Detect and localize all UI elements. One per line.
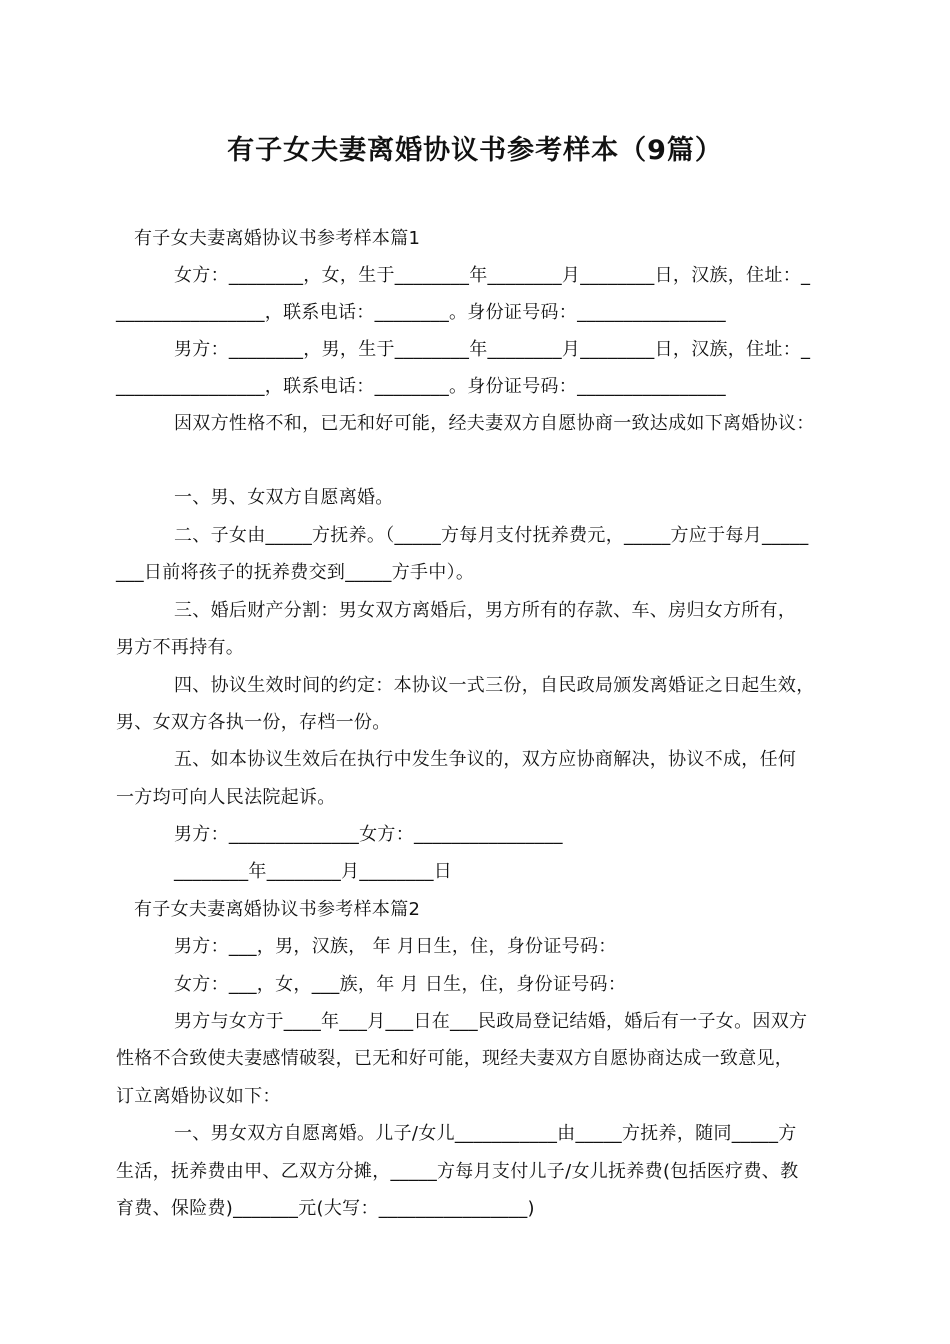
paragraph-line: 性格不合致使夫妻感情破裂，已无和好可能，现经夫妻双方自愿协商达成一致意见， <box>116 1048 794 1069</box>
clause-line: 五、如本协议生效后在执行中发生争议的，双方应协商解决，协议不成，任何 <box>174 749 797 770</box>
date-line: ________年________月________日 <box>174 861 453 882</box>
paragraph-line: 女方：________，女，生于________年________月________日，汉族，住址：_ <box>174 265 811 286</box>
clause-line: ___日前将孩子的抚养费交到_____方手中）。 <box>116 562 475 583</box>
clause-line: 一、男女双方自愿离婚。儿子/女儿___________由_____方抚养，随同_____方 <box>174 1123 797 1144</box>
paragraph-line: ________________，联系电话：________。身份证号码：________________ <box>116 376 726 397</box>
clause-line: 育费、保险费)_______元(大写：________________) <box>116 1198 535 1219</box>
paragraph-line: 订立离婚协议如下： <box>116 1086 281 1107</box>
paragraph-line: 因双方性格不和，已无和好可能，经夫妻双方自愿协商一致达成如下离婚协议： <box>174 413 815 434</box>
clause-line: 男、女双方各执一份，存档一份。 <box>116 712 391 733</box>
signature-line: 男方：______________女方：________________ <box>174 824 563 845</box>
paragraph-line: 女方：___，女，___族，年 月 日生，住，身份证号码： <box>174 974 627 995</box>
clause-line: 二、子女由_____方抚养。（_____方每月支付抚养费元，_____方应于每月_____ <box>174 525 809 546</box>
document-title: 有子女夫妻离婚协议书参考样本（9篇） <box>227 135 723 166</box>
paragraph-line: 男方：________，男，生于________年________月________日，汉族，住址：_ <box>174 339 811 360</box>
clause-line: 男方不再持有。 <box>116 637 245 658</box>
paragraph-line: 男方：___，男，汉族， 年 月日生，住，身份证号码： <box>174 936 617 957</box>
clause-line: 生活，抚养费由甲、乙双方分摊，_____方每月支付儿子/女儿抚养费(包括医疗费、教 <box>116 1161 799 1182</box>
paragraph-line: ________________，联系电话：________。身份证号码：________________ <box>116 302 726 323</box>
clause-line: 三、婚后财产分割：男女双方离婚后，男方所有的存款、车、房归女方所有， <box>174 600 797 621</box>
section-heading-1: 有子女夫妻离婚协议书参考样本篇1 <box>134 228 421 249</box>
clause-line: 一方均可向人民法院起诉。 <box>116 787 336 808</box>
paragraph-line: 男方与女方于____年___月___日在___民政局登记结婚，婚后有一子女。因双方 <box>174 1011 808 1032</box>
section-heading-2: 有子女夫妻离婚协议书参考样本篇2 <box>134 899 421 920</box>
clause-line: 四、协议生效时间的约定：本协议一式三份，自民政局颁发离婚证之日起生效， <box>174 675 815 696</box>
clause-line: 一、男、女双方自愿离婚。 <box>174 487 394 508</box>
